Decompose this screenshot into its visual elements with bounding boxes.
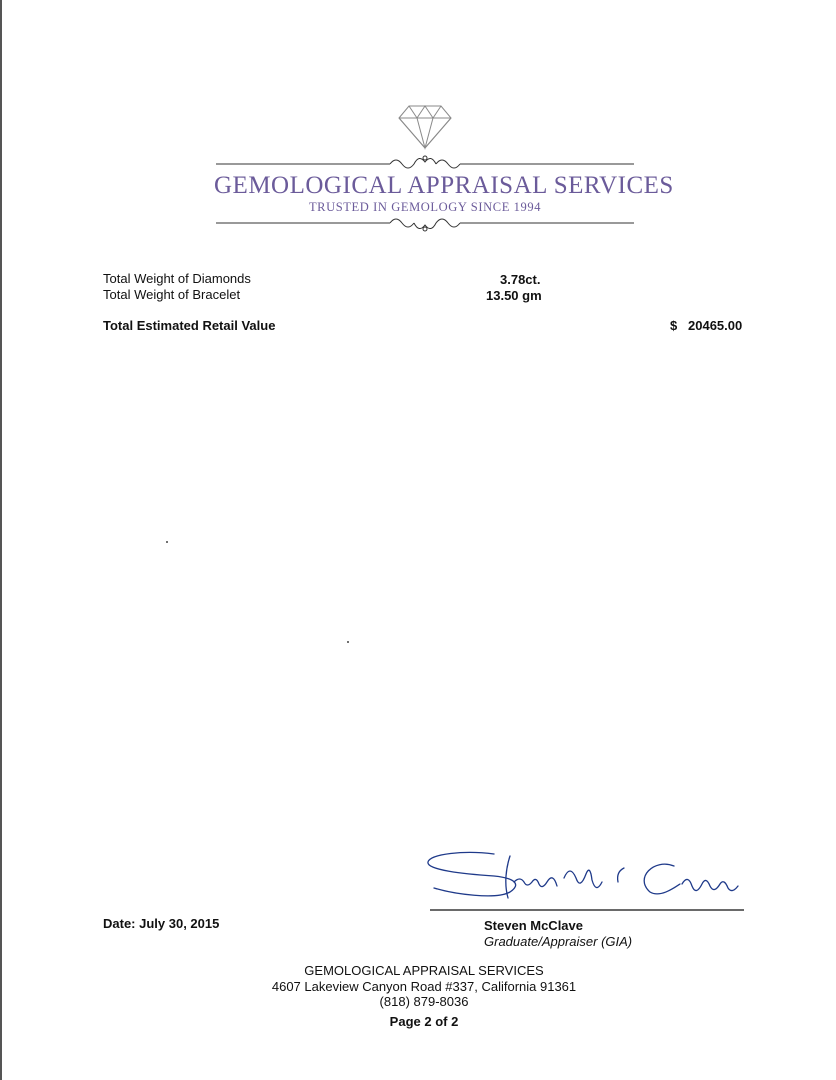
page-number: Page 2 of 2 [389,1014,459,1029]
retail-value-label: Total Estimated Retail Value [103,318,276,333]
footer-address: 4607 Lakeview Canyon Road #337, California 91361 [271,979,577,994]
diamonds-weight-label: Total Weight of Diamonds [103,271,251,286]
page-edge [0,0,2,1080]
bracelet-weight-label: Total Weight of Bracelet [103,287,241,302]
appraisal-date: Date: July 30, 2015 [103,916,220,931]
scan-speck [347,641,349,643]
bracelet-weight-value: 13.50 gm [486,288,542,303]
company-tagline: TRUSTED IN GEMOLOGY SINCE 1994 [308,200,542,214]
signer-name: Steven McClave [484,918,583,933]
company-name: GEMOLOGICAL APPRAISAL SERVICES [214,172,674,199]
signature [424,848,746,914]
retail-value-amount: 20465.00 [688,318,743,333]
diamonds-weight-value: 3.78ct. [500,272,541,287]
footer-phone: (818) 879-8036 [379,994,469,1009]
diamond-icon [214,98,674,238]
scan-speck [166,541,168,543]
company-logo [214,98,674,238]
top-ornament-divider [216,156,634,168]
footer-company: GEMOLOGICAL APPRAISAL SERVICES [304,963,544,978]
bottom-ornament-divider [216,219,634,231]
currency-symbol: $ [670,318,678,333]
signer-title: Graduate/Appraiser (GIA) [484,934,633,949]
